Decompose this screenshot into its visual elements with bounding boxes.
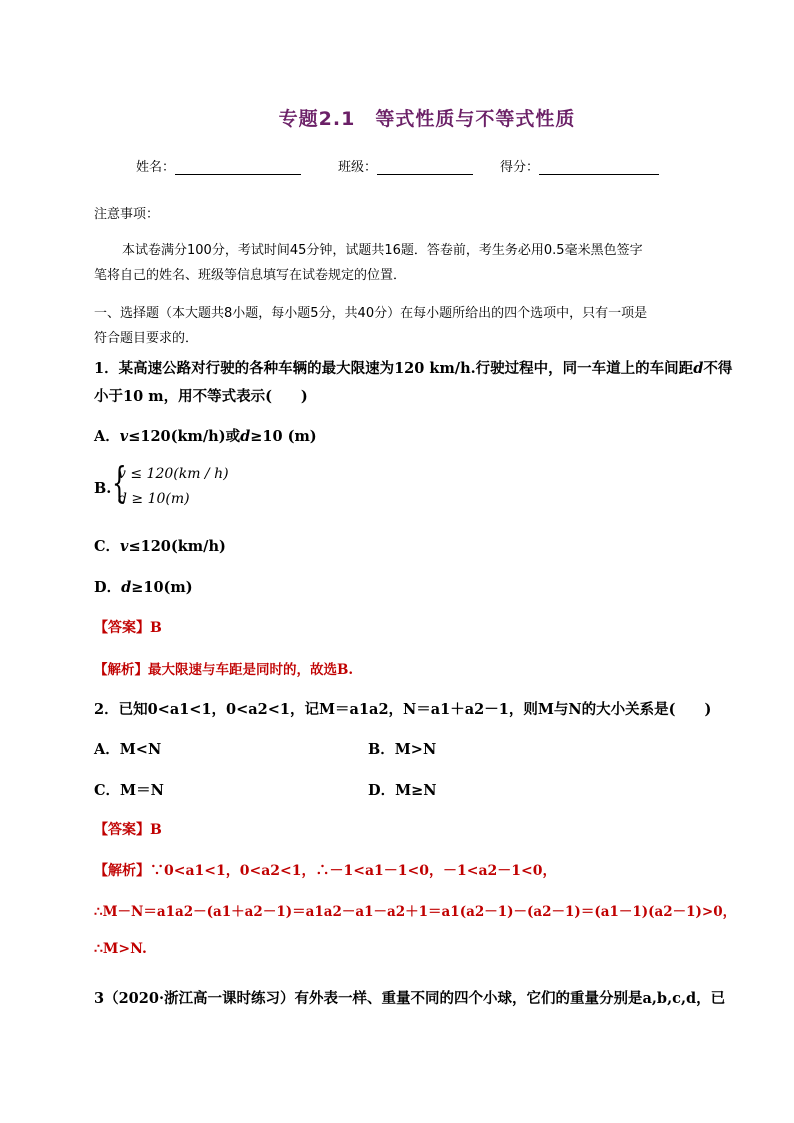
q2-option-d: D．M≥N [368,782,437,799]
question-3-stem: 3（2020·浙江高一课时练习）有外表一样、重量不同的四个小球，它们的重量分别是a,b,c,d，已 [94,990,726,1007]
section-intro-line-1: 一、选择题（本大题共8小题，每小题5分，共40分）在每小题所给出的四个选项中，只有一项是 [94,306,648,321]
q2-option-c: C．M＝N [94,782,164,799]
name-label: 姓名： [136,160,176,175]
q2-analysis-line-1: 【解析】∵0<a1<1，0<a2<1，∴－1<a1－1<0，－1<a2－1<0， [94,863,557,879]
option-b-row-2: d ≥ 10(m) [118,491,190,507]
document-page: 专题2.1 等式性质与不等式性质 姓名： 班级： 得分： 注意事项： 本试卷满分100分，考试时间45分钟，试题共16题．答卷前，考生务必用0.5毫米黑色签字 笔将自己的姓名、班级等信息填写在试卷规定的位置． 一、选择题（本大题共8小题，每小题5分，共40分）在每小题所给出的四个选项中，只有一项是 符合题目要求的． 1．某高速公路对行驶的各种车辆的最大限速为120 km/h.行驶过程中，同一车道上的车间距d不得 小于10 m，用不等式表示( ) A．v≤120(km/h)或d≥10 (m) B. { v ≤ 120(km / h) d ≥ 10(m) C．v≤120(km/h) D．d≥10(m) 【答案】B 【解析】最大限速与车距是同时的，故选B. 2．已知0<a1<1，0<a2<1，记M＝a1a2，N＝a1＋a2－1，则M与N的大小关系是( ) A．M<N B．M>N C．M＝N D．M≥N 【答案】B 【解析】∵0<a1<1，0<a2<1，∴－1<a1－1<0，－1<a2－1<0， ∴M－N＝a1a2－(a1＋a2－1)＝a1a2－a1－a2＋1＝a1(a2－1)－(a2－1)＝(a1－1)(a2－1)>0， ∴M>N. 3（2020·浙江高一课时练习）有外表一样、重量不同的四个小球，它们的重量分别是a,b,c,d，已 [0,0,794,1123]
q2-option-a: A．M<N [94,741,162,758]
name-blank[interactable] [175,160,301,175]
q1-option-c: C．v≤120(km/h) [94,538,226,555]
section-intro-line-2: 符合题目要求的． [94,331,199,346]
score-label: 得分： [500,160,540,175]
question-1-line-1: 1．某高速公路对行驶的各种车辆的最大限速为120 km/h.行驶过程中，同一车道上的车间距d不得 [94,360,733,377]
class-label: 班级： [338,160,378,175]
question-2-stem: 2．已知0<a1<1，0<a2<1，记M＝a1a2，N＝a1＋a2－1，则M与N的大小关系是( ) [94,701,712,718]
page-title: 专题2.1 等式性质与不等式性质 [278,108,576,130]
name-field[interactable] [136,156,301,175]
q1-option-d: D．d≥10(m) [94,579,193,596]
class-blank[interactable] [377,160,473,175]
question-1-line-2: 小于10 m，用不等式表示( ) [94,388,308,405]
class-field[interactable] [338,156,473,175]
q1-analysis: 【解析】最大限速与车距是同时的，故选B. [94,662,354,678]
q2-analysis-line-3: ∴M>N. [94,941,147,957]
notice-heading: 注意事项： [94,207,160,222]
q2-answer: 【答案】B [94,822,162,838]
q1-answer: 【答案】B [94,620,162,636]
q2-option-b: B．M>N [368,741,437,758]
option-b-row-1: v ≤ 120(km / h) [118,466,229,482]
score-blank[interactable] [539,160,659,175]
q1-option-a: A．v≤120(km/h)或d≥10 (m) [94,428,317,445]
score-field[interactable] [500,156,659,175]
notice-line-1: 本试卷满分100分，考试时间45分钟，试题共16题．答卷前，考生务必用0.5毫米黑色签字 [122,243,643,258]
q2-analysis-line-2: ∴M－N＝a1a2－(a1＋a2－1)＝a1a2－a1－a2＋1＝a1(a2－1)－(a2－1)＝(a1－1)(a2－1)>0， [94,904,737,920]
notice-line-2: 笔将自己的姓名、班级等信息填写在试卷规定的位置． [94,268,407,283]
